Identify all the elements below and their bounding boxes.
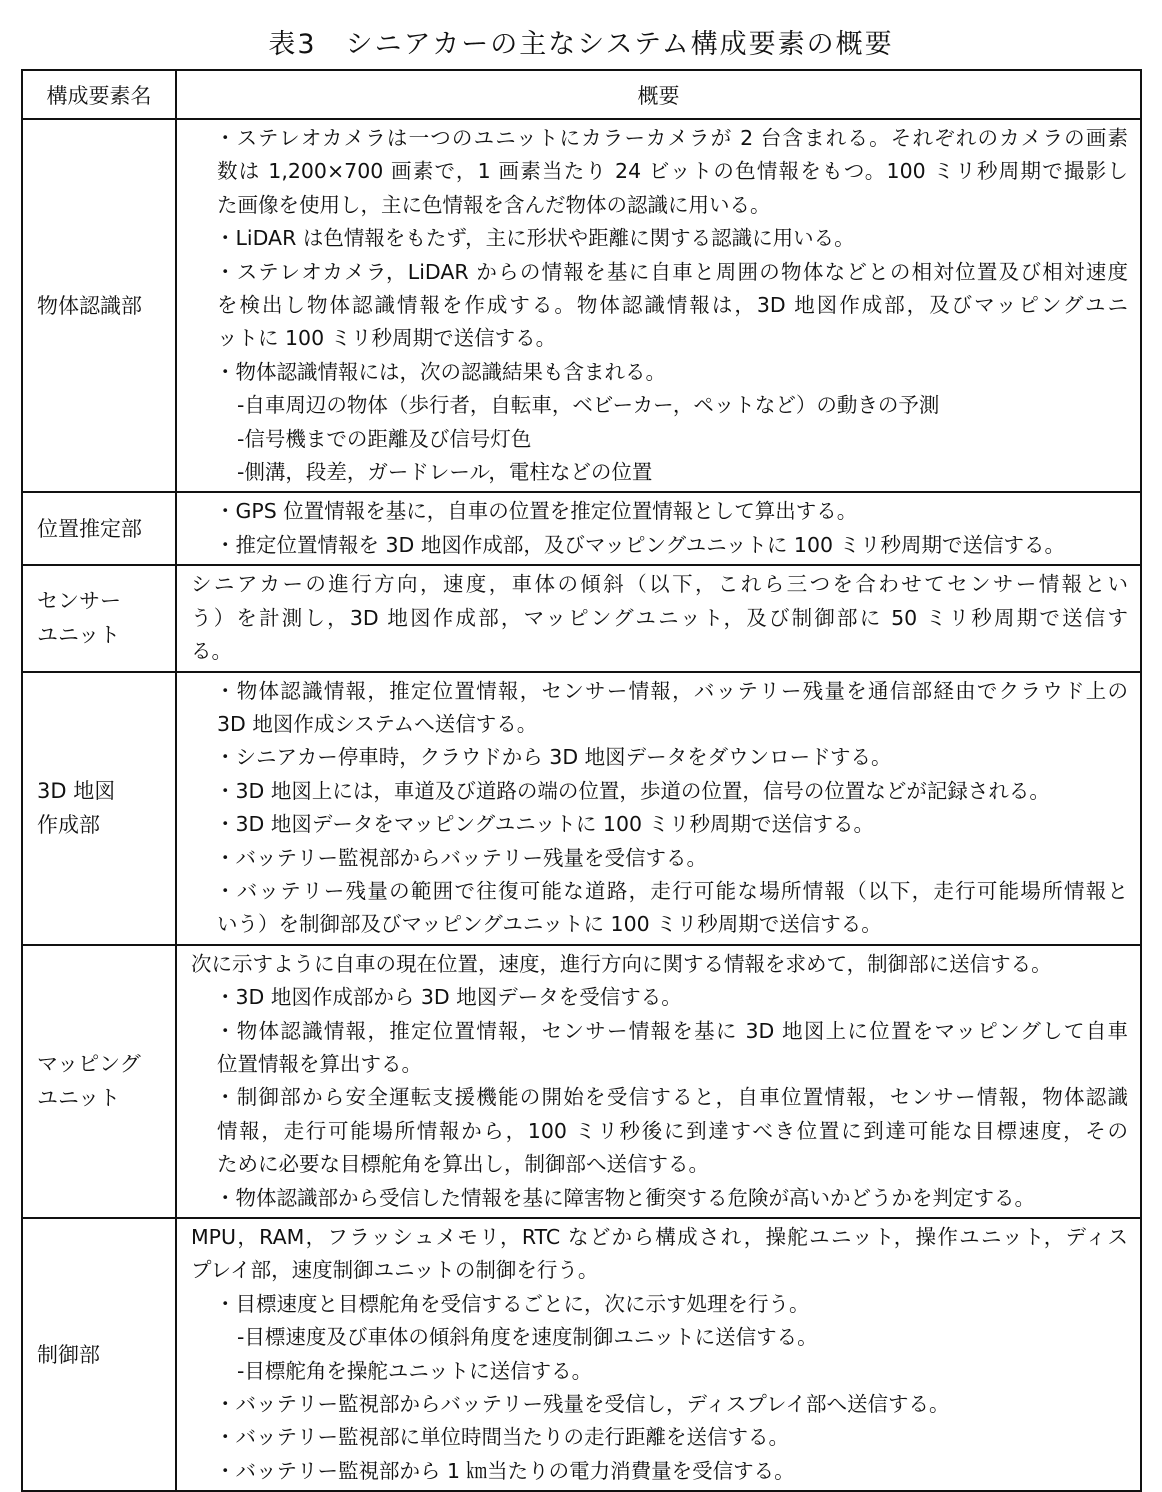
component-summary-cell: [176, 945, 1141, 1218]
summary-line: ・制御部から安全運転支援機能の開始を受信すると，自車位置情報，センサー情報，物体認識: [215, 1085, 1128, 1110]
component-summary-cell: [176, 565, 1141, 671]
summary-line: プレイ部，速度制御ユニットの制御を行う。: [191, 1258, 599, 1283]
component-name-cell: [22, 672, 176, 945]
component-name-line: マッピング: [37, 1052, 141, 1077]
summary-line: た画像を使用し，主に色情報を含んだ物体の認識に用いる。: [217, 192, 771, 217]
summary-line: る。: [191, 639, 232, 664]
summary-line: ・シニアカー停車時，クラウドから 3D 地図データをダウンロードする。: [215, 745, 892, 770]
component-name-line: 3D 地図: [37, 779, 116, 804]
summary-line: ットに 100 ミリ秒周期で送信する。: [217, 326, 557, 351]
summary-line: ・GPS 位置情報を基に，自車の位置を推定位置情報として算出する。: [215, 499, 858, 524]
component-name-line: 物体認識部: [37, 293, 142, 318]
summary-line: ‐信号機までの距離及び信号灯色: [237, 426, 532, 451]
table-title: 表3 シニアカーの主なシステム構成要素の概要: [268, 29, 894, 60]
summary-line: ・3D 地図上には，車道及び道路の端の位置，歩道の位置，信号の位置などが記録される。: [215, 778, 1050, 803]
table-row-control-unit: [22, 1218, 1141, 1491]
summary-line: う）を計測し，3D 地図作成部，マッピングユニット，及び制御部に 50 ミリ秒周期で送信す: [191, 605, 1128, 630]
table-row-sensor-unit: [22, 565, 1141, 671]
component-name-line: 制御部: [37, 1342, 100, 1367]
system-components-table: [21, 69, 1142, 1492]
summary-line: 3D 地図作成システムへ送信する。: [217, 711, 538, 736]
summary-line: MPU，RAM，フラッシュメモリ，RTC などから構成され，操舵ユニット，操作ユニット，ディス: [191, 1225, 1128, 1249]
component-summary-cell: [176, 492, 1141, 565]
summary-line: 次に示すように自車の現在位置，速度，進行方向に関する情報を求めて，制御部に送信する。: [191, 951, 1052, 976]
component-name-line: ユニット: [37, 1086, 121, 1111]
summary-line: ・物体認識情報，推定位置情報，センサー情報，バッテリー残量を通信部経由でクラウド上の: [215, 678, 1128, 703]
component-name-cell: [22, 1218, 176, 1491]
table-row-object-recognition: [22, 119, 1141, 492]
summary-line: ・3D 地図データをマッピングユニットに 100 ミリ秒周期で送信する。: [215, 812, 875, 837]
component-name-line: ユニット: [37, 623, 121, 648]
summary-line: ・バッテリー残量の範囲で往復可能な道路，走行可能な場所情報（以下，走行可能場所情報と: [215, 878, 1128, 903]
component-name-cell: [22, 945, 176, 1218]
table-body: [22, 119, 1141, 1491]
table-row-position-estimation: [22, 492, 1141, 565]
summary-line: ・推定位置情報を 3D 地図作成部，及びマッピングユニットに 100 ミリ秒周期で送信する。: [215, 532, 1066, 557]
summary-line: ・バッテリー監視部に単位時間当たりの走行距離を送信する。: [215, 1425, 789, 1450]
summary-line: 位置情報を算出する。: [217, 1051, 422, 1076]
component-name-line: 位置推定部: [37, 516, 142, 541]
component-name-cell: [22, 119, 176, 492]
header-component-name: 構成要素名: [22, 70, 176, 119]
summary-line: ・バッテリー監視部からバッテリー残量を受信する。: [215, 845, 707, 870]
summary-line: ・3D 地図作成部から 3D 地図データを受信する。: [215, 985, 682, 1010]
table-row-map-3d: [22, 672, 1141, 945]
summary-line: 数は 1,200×700 画素で，1 画素当たり 24 ビットの色情報をもつ。100 ミリ秒周期で撮影し: [217, 159, 1128, 184]
summary-line: ために必要な目標舵角を算出し，制御部へ送信する。: [217, 1152, 709, 1177]
table-row-mapping-unit: [22, 945, 1141, 1218]
summary-line: ・バッテリー監視部から 1 ㎞当たりの電力消費量を受信する。: [215, 1458, 795, 1483]
summary-line: シニアカーの進行方向，速度，車体の傾斜（以下，これら三つを合わせてセンサー情報とい: [191, 572, 1128, 597]
component-summary-cell: [176, 672, 1141, 945]
summary-line: を検出し物体認識情報を作成する。物体認識情報は，3D 地図作成部，及びマッピングユニ: [217, 293, 1128, 318]
summary-line: ‐側溝，段差，ガードレール，電柱などの位置: [237, 460, 653, 485]
summary-line: ・物体認識情報には，次の認識結果も含まれる。: [215, 359, 666, 384]
component-name-cell: [22, 565, 176, 671]
summary-line: ・目標速度と目標舵角を受信するごとに，次に示す処理を行う。: [215, 1291, 810, 1316]
summary-line: ‐目標舵角を操舵ユニットに送信する。: [237, 1358, 593, 1383]
component-name-cell: [22, 492, 176, 565]
summary-line: ・バッテリー監視部からバッテリー残量を受信し，ディスプレイ部へ送信する。: [215, 1392, 950, 1417]
summary-line: ‐自車周辺の物体（歩行者，自転車，ベビーカー，ペットなど）の動きの予測: [237, 393, 940, 418]
component-name-line: センサー: [37, 589, 121, 614]
summary-line: ・物体認識情報，推定位置情報，センサー情報を基に 3D 地図上に位置をマッピングして自車: [215, 1018, 1128, 1043]
table-header-row: [22, 70, 1141, 119]
summary-line: ‐目標速度及び車体の傾斜角度を速度制御ユニットに送信する。: [237, 1325, 818, 1350]
component-name-line: 作成部: [37, 813, 100, 838]
summary-line: ・ステレオカメラは一つのユニットにカラーカメラが 2 台含まれる。それぞれのカメラの画素: [215, 126, 1128, 150]
summary-line: ・LiDAR は色情報をもたず，主に形状や距離に関する認識に用いる。: [215, 226, 855, 251]
summary-line: 情報，走行可能場所情報から，100 ミリ秒後に到達すべき位置に到達可能な目標速度，その: [217, 1118, 1128, 1143]
header-summary: 概要: [176, 70, 1141, 119]
summary-line: ・物体認識部から受信した情報を基に障害物と衝突する危険が高いかどうかを判定する。: [215, 1185, 1035, 1210]
summary-line: ・ステレオカメラ，LiDAR からの情報を基に自車と周囲の物体などとの相対位置及び相対速度: [215, 259, 1128, 284]
summary-line: いう）を制御部及びマッピングユニットに 100 ミリ秒周期で送信する。: [217, 912, 882, 937]
component-summary-cell: [176, 119, 1141, 492]
component-summary-cell: [176, 1218, 1141, 1491]
